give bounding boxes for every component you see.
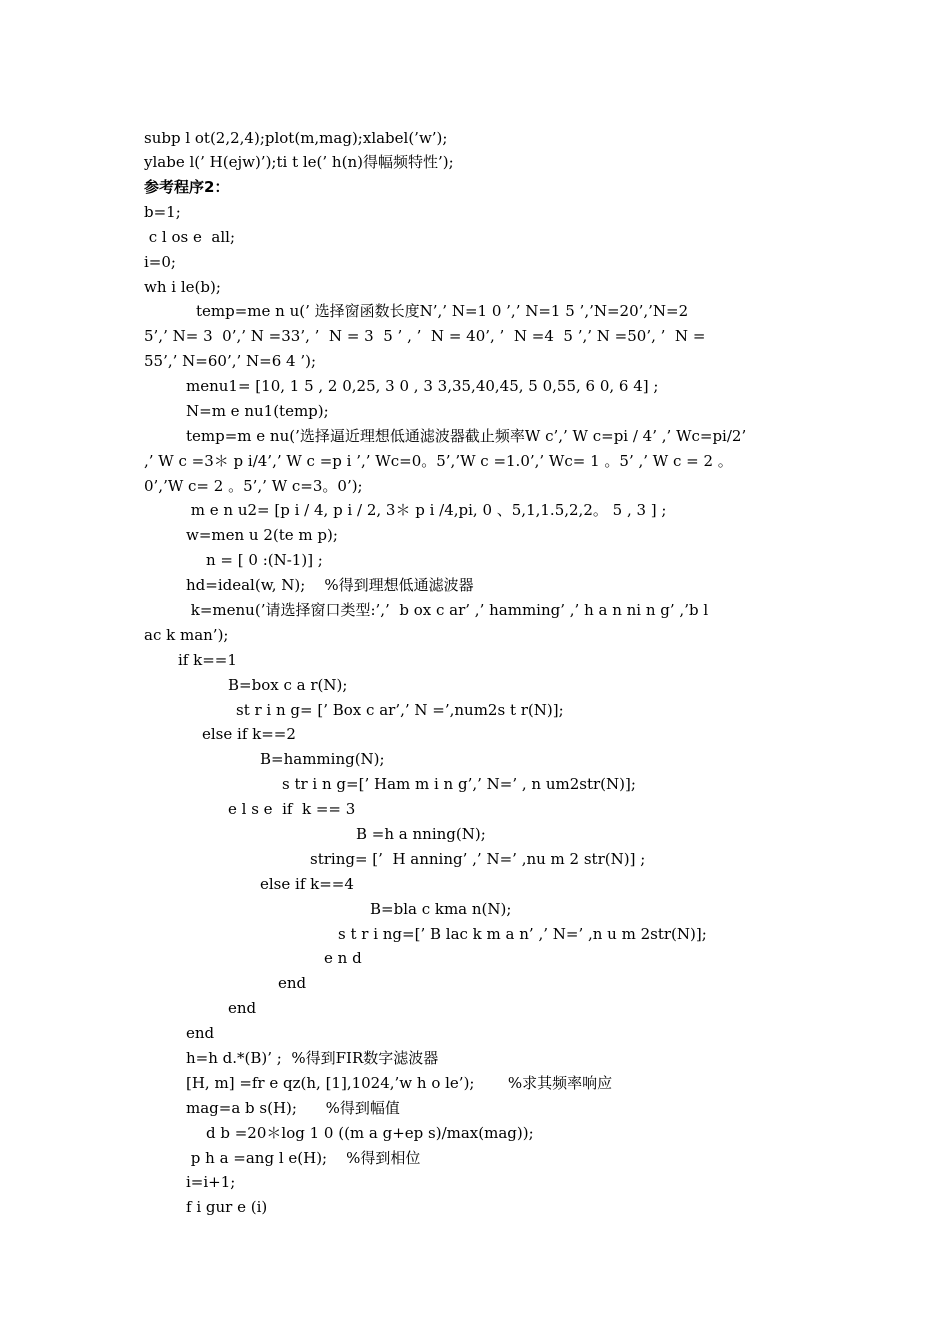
code-line: end <box>228 999 257 1017</box>
code-line: B=box c a r(N); <box>228 676 348 694</box>
code-line: subp l ot(2,2,4);﻿plot(m,mag);﻿xlabel(’w’); <box>144 129 448 147</box>
code-line: end <box>278 974 307 992</box>
code-line: h=h d.*(B)’ ; %得到FIR数字滤波器 <box>186 1049 439 1067</box>
code-line: temp=me n u(’ 选择窗函数长度N’,’ N=1 0 ’,’ N=1 5 ’,’N=20’,’N=2 <box>196 302 689 320</box>
code-line: menu1= [10, 1 5 , 2 0,25, 3 0 , 3 3,35,40,45, 5 0,55, 6 0, 6 4] ; <box>186 377 659 395</box>
code-line: 5’,’ N= 3 0’,’ N =33’, ’ N = 3 5 ’ , ’ N = 40’, ’ N =4 5 ’,’ N =50’, ’ N = <box>144 327 706 345</box>
code-line: ylabe l(’ H(ejw)’);﻿ti t le(’ h(n)得幅频特性’); <box>144 153 454 171</box>
code-line: temp=m e nu(’选择逼近理想低通滤波器截止频率W c’,’ W c=pi / 4’ ,’ Wc=pi/2’ <box>186 427 747 445</box>
code-line: s t r i ng=[’ B lac k m a n’ ,’ N=’ ,n u m 2str(N)]; <box>338 925 707 943</box>
code-line: d b =20＊log 1 0 ((m a g+ep s)/max(mag)); <box>206 1124 534 1142</box>
code-line: 0’,’W c= 2 。5’,’ W c=3。0’); <box>144 477 363 495</box>
code-line: B=bla c kma n(N); <box>370 900 512 918</box>
code-line: string= [’ H anning’ ,’ N=’ ,nu m 2 str(N)] ; <box>310 850 646 868</box>
code-line: B=hamming(N); <box>260 750 385 768</box>
section-heading: 参考程序2： <box>144 178 230 196</box>
code-line: f i gur e (i) <box>186 1198 268 1216</box>
code-line: if k==1 <box>178 651 237 669</box>
code-line: hd=ideal(w, N); %得到理想低通滤波器 <box>186 576 474 594</box>
code-line: w=men u 2(te m p); <box>186 526 338 544</box>
code-line: b=1; <box>144 203 181 221</box>
code-line: wh i le(b); <box>144 278 221 296</box>
code-line: st r i n g= [’ Box c ar’,’ N =’,num2s t r(N)]; <box>236 701 564 719</box>
code-line: 55’,’ N=60’,’ N=6 4 ’); <box>144 352 317 370</box>
code-line: i=0; <box>144 253 176 271</box>
code-line: ,’ W c =3＊ p i/4’,’ W c =p i ’,’ Wc=0。5’,’W c =1.0’,’ Wc= 1 。5’ ,’ W c = 2 。 <box>144 452 733 470</box>
code-line: else if k==4 <box>260 875 354 893</box>
code-line: m e n u2= [p i / 4, p i / 2, 3＊ p i /4,pi, 0 、5,1,1.5,2,2。 5 , 3 ] ; <box>186 501 667 519</box>
code-line: N=m e nu1(temp); <box>186 402 329 420</box>
code-line: i=i+1; <box>186 1173 236 1191</box>
code-line: B =h a nning(N); <box>356 825 486 843</box>
code-line: s tr i n g=[’ Ham m i n g’,’ N=’ , n um2str(N)]; <box>282 775 636 793</box>
code-line: k=menu(’请选择窗口类型:’,’ b ox c ar’ ,’ hamming’ ,’ h a n ni n g’ ,’b l <box>186 601 709 619</box>
code-line: e n d <box>324 949 362 967</box>
code-line: else if k==2 <box>202 725 296 743</box>
code-line: n = [ 0 :(N-1)] ; <box>206 551 323 569</box>
code-line: end <box>186 1024 215 1042</box>
code-line: e l s e if k == 3 <box>228 800 356 818</box>
code-line: c l os e all; <box>144 228 236 246</box>
code-line: mag=a b s(H); %得到幅值 <box>186 1099 400 1117</box>
code-line: ac k man’); <box>144 626 229 644</box>
code-line: [H, m] =fr e qz(h, [1],1024,’w h o le’); %求其频率响应 <box>186 1074 613 1092</box>
code-line: p h a =ang l e(H); %得到相位 <box>186 1149 421 1167</box>
